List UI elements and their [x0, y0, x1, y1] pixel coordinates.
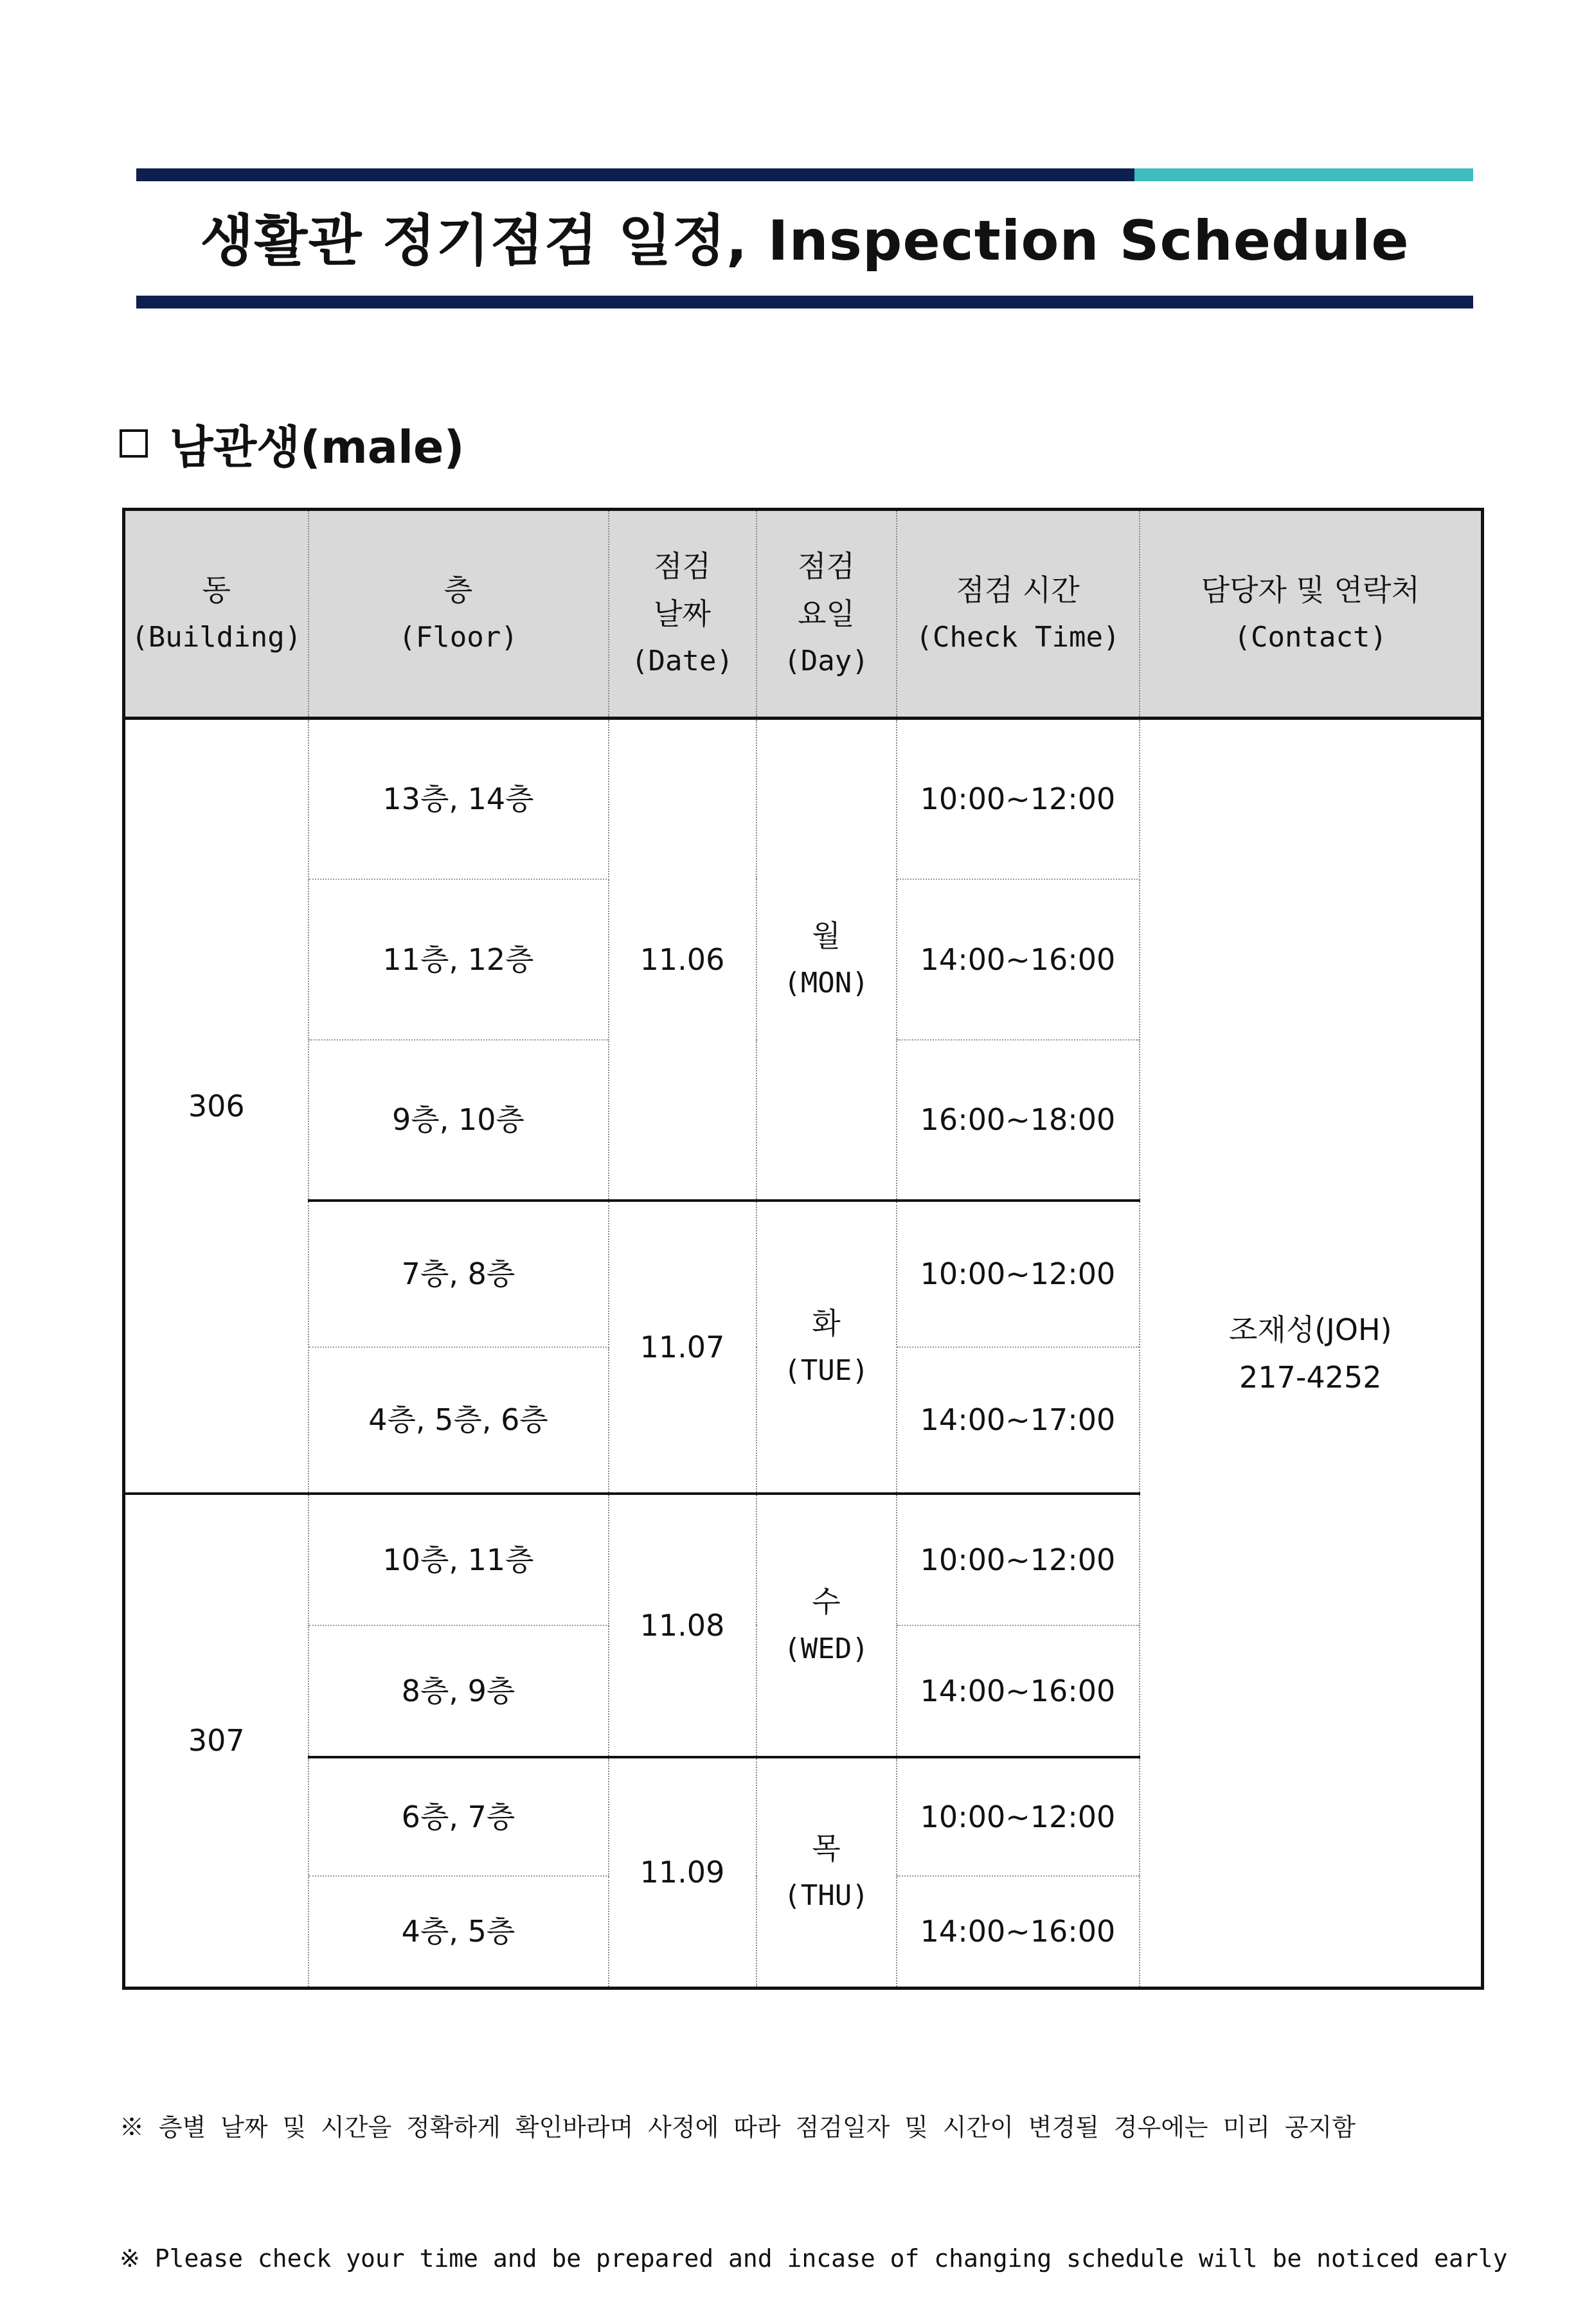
section-title: 남관생(male) — [170, 420, 465, 474]
date-cell: 11.07 — [609, 1201, 757, 1494]
title-top-rule-navy — [136, 168, 1134, 181]
date-cell: 11.06 — [609, 719, 757, 1201]
checkbox-square-icon — [120, 429, 148, 458]
floor-cell: 8층, 9층 — [309, 1625, 609, 1757]
day-cell: 화 (TUE) — [757, 1201, 897, 1494]
floor-cell: 4층, 5층 — [309, 1876, 609, 1989]
building-cell-307: 307 — [124, 1494, 309, 1989]
floor-cell: 7층, 8층 — [309, 1201, 609, 1347]
date-cell: 11.08 — [609, 1494, 757, 1757]
floor-cell: 9층, 10층 — [309, 1040, 609, 1201]
title-bottom-rule — [136, 296, 1473, 308]
contact-name: 조재성(JOH) — [1228, 1312, 1392, 1347]
floor-cell: 4층, 5층, 6층 — [309, 1347, 609, 1494]
time-cell: 14:00~16:00 — [897, 879, 1140, 1040]
page-title: 생활관 정기점검 일정, Inspection Schedule — [200, 209, 1410, 273]
time-cell: 14:00~17:00 — [897, 1347, 1140, 1494]
time-cell: 14:00~16:00 — [897, 1625, 1140, 1757]
footnote-english: ※ Please check your time and be prepared and incase of changing schedule will be noticed early — [120, 2244, 1508, 2273]
title-top-rule-teal — [1134, 168, 1473, 181]
floor-cell: 13층, 14층 — [309, 719, 609, 879]
time-cell: 10:00~12:00 — [897, 1201, 1140, 1347]
contact-phone: 217-4252 — [1239, 1359, 1382, 1395]
day-cell: 목 (THU) — [757, 1757, 897, 1989]
inspection-schedule-table — [122, 508, 1484, 1990]
header-date: 점검 날짜 (Date) — [609, 510, 757, 719]
time-cell: 10:00~12:00 — [897, 1494, 1140, 1625]
table-row — [124, 719, 1483, 879]
header-building: 동 (Building) — [124, 510, 309, 719]
footnotes — [120, 2018, 1508, 2324]
floor-cell: 10층, 11층 — [309, 1494, 609, 1625]
building-cell-306: 306 — [124, 719, 309, 1494]
contact-cell — [1140, 719, 1483, 1989]
table-header-row — [124, 510, 1483, 719]
day-cell: 월 (MON) — [757, 719, 897, 1201]
header-contact: 담당자 및 연락처 (Contact) — [1140, 510, 1483, 719]
date-cell: 11.09 — [609, 1757, 757, 1989]
floor-cell: 11층, 12층 — [309, 879, 609, 1040]
header-day: 점검 요일 (Day) — [757, 510, 897, 719]
time-cell: 10:00~12:00 — [897, 719, 1140, 879]
header-check-time: 점검 시간 (Check Time) — [897, 510, 1140, 719]
day-cell: 수 (WED) — [757, 1494, 897, 1757]
time-cell: 14:00~16:00 — [897, 1876, 1140, 1989]
footnote-korean: ※ 층별 날짜 및 시간을 정확하게 확인바라며 사정에 따라 점검일자 및 시간이 변경될 경우에는 미리 공지함 — [120, 2113, 1356, 2141]
time-cell: 16:00~18:00 — [897, 1040, 1140, 1201]
header-floor: 층 (Floor) — [309, 510, 609, 719]
floor-cell: 6층, 7층 — [309, 1757, 609, 1876]
section-heading — [120, 411, 465, 476]
time-cell: 10:00~12:00 — [897, 1757, 1140, 1876]
